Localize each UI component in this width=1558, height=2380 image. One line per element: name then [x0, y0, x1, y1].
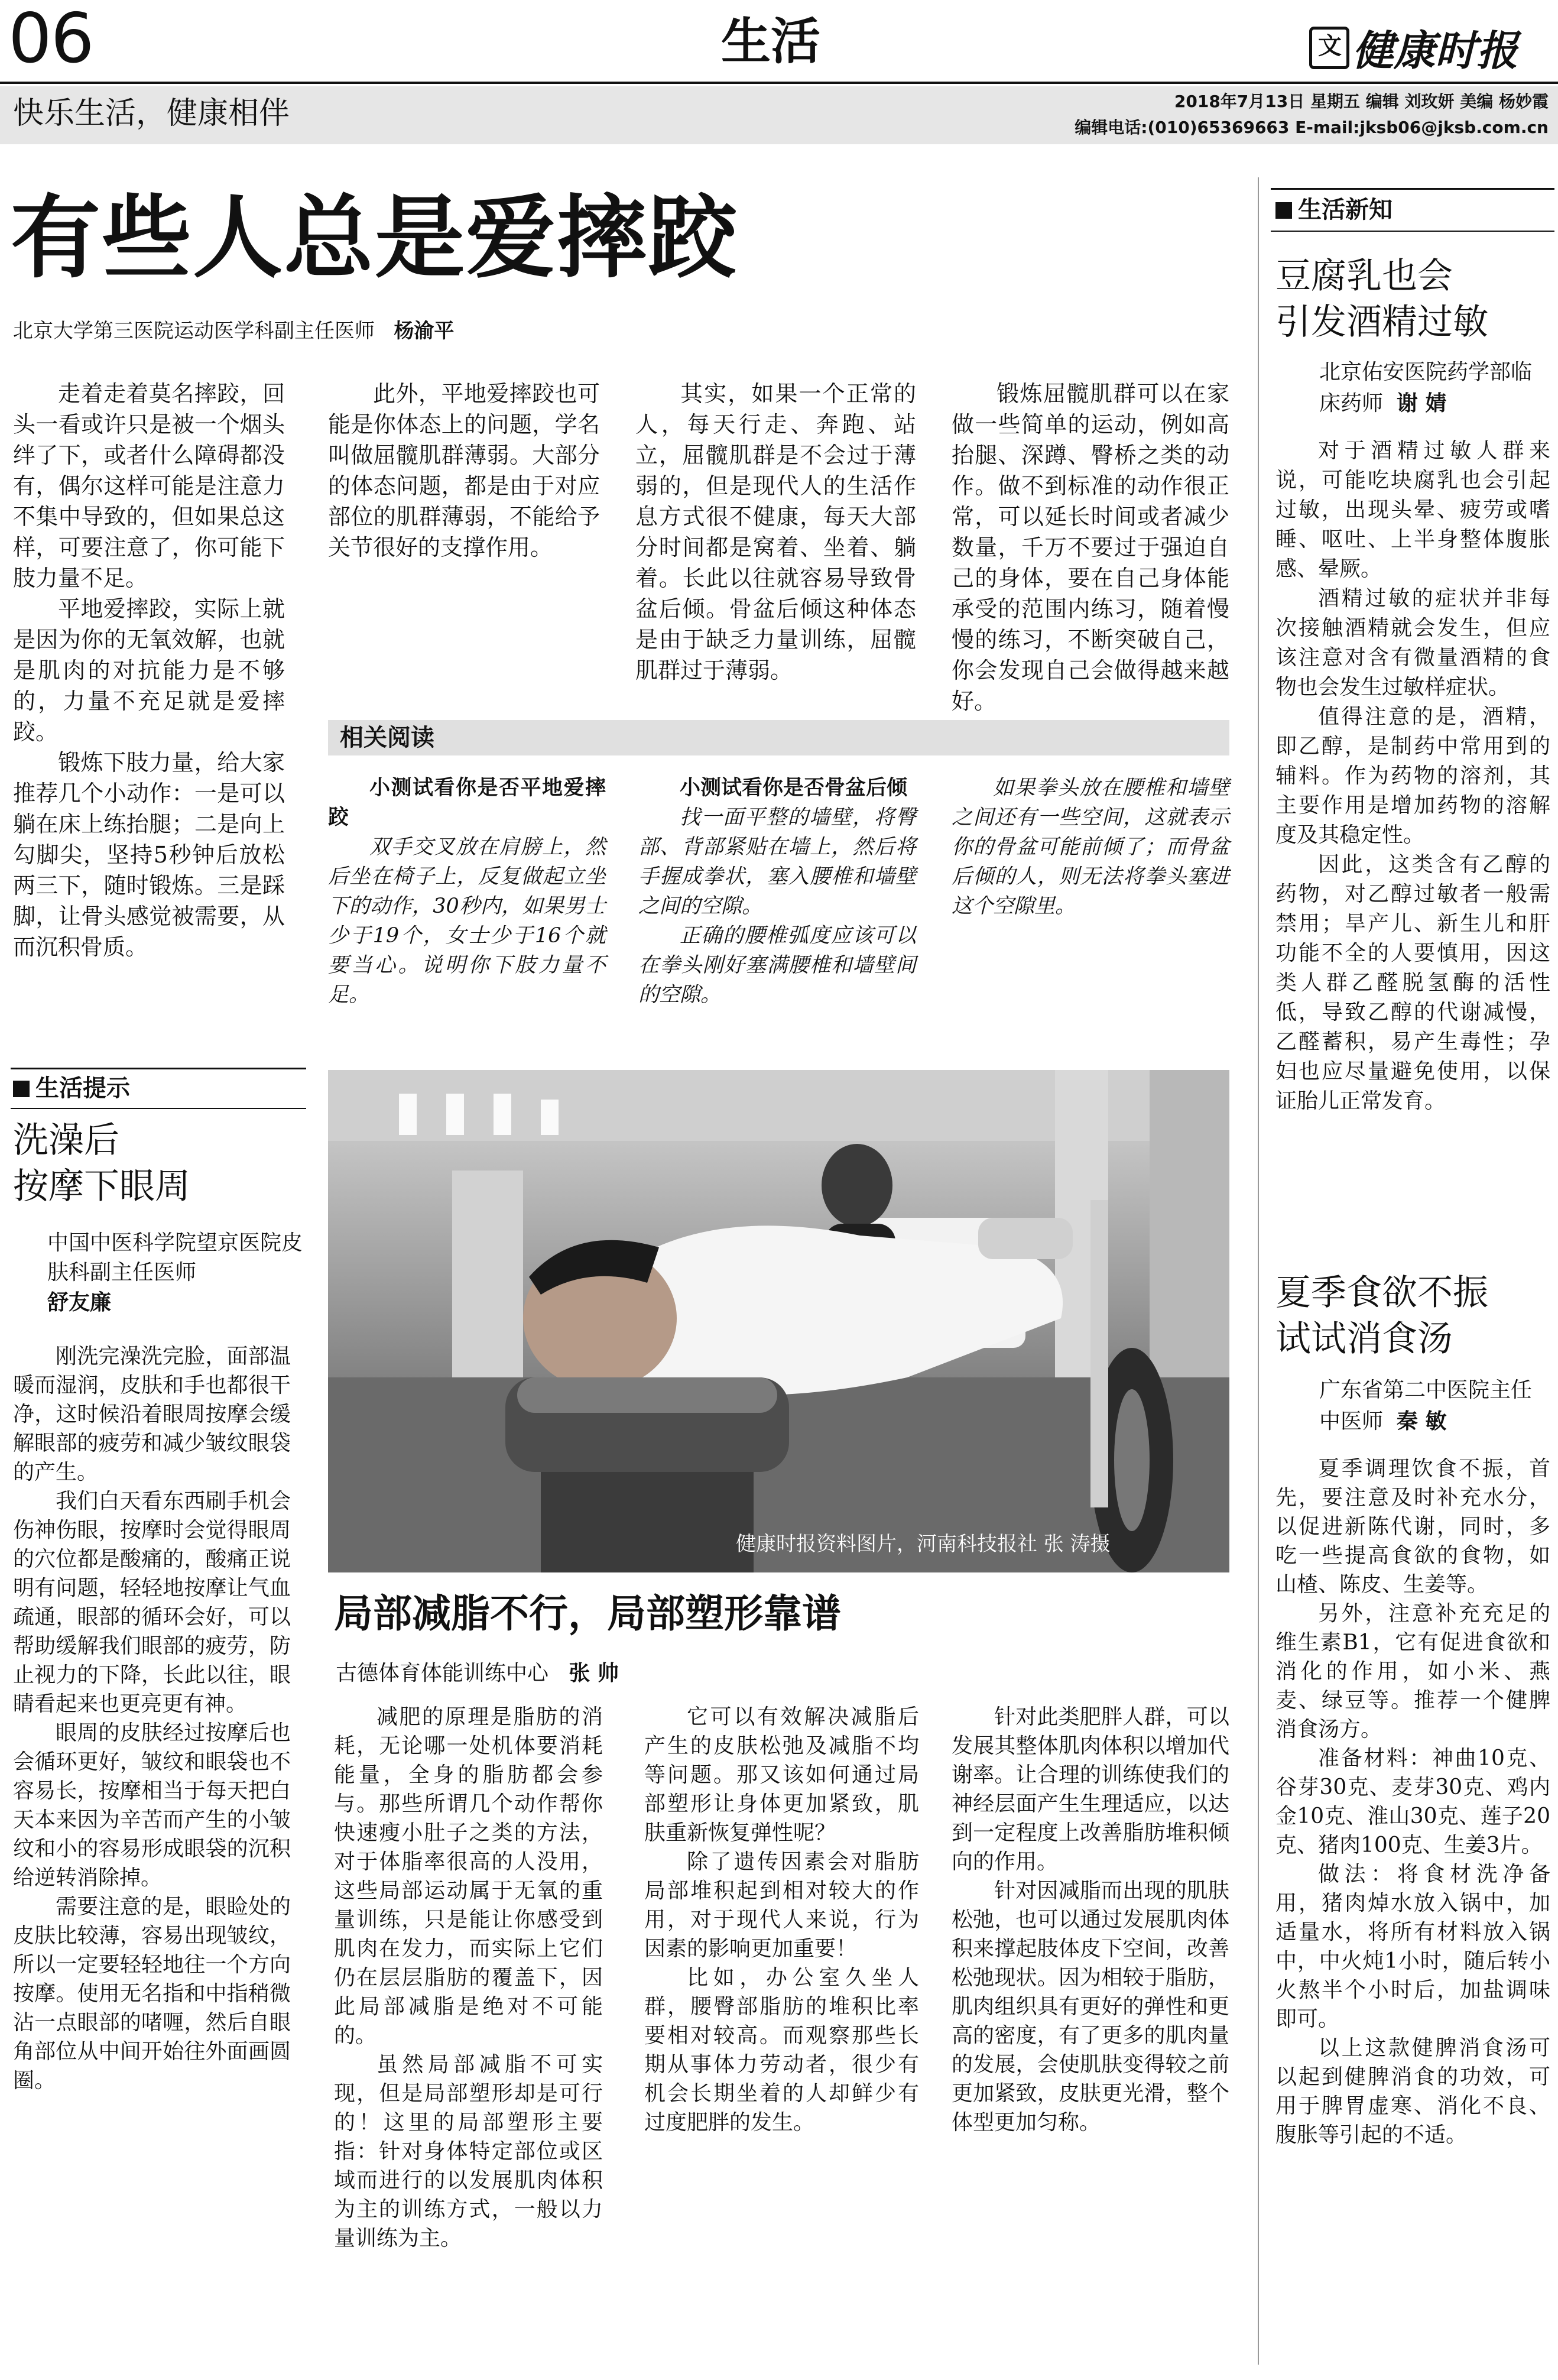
test-2-title: 小测试看你是否骨盆后倾 [680, 776, 908, 800]
news-section-label: 生活新知 [1275, 193, 1393, 227]
photo-caption: 健康时报资料图片，河南科技报社 张 涛摄 [736, 1532, 1111, 1556]
issue-info [1052, 89, 1549, 141]
main-article-col-3 [635, 378, 916, 686]
tips-top-rule [11, 1068, 306, 1069]
news-article-2-byline: 广东省第二中医院主任中医师 秦 敏 [1319, 1378, 1533, 1434]
news-article-2-title: 夏季食欲不振 试试消食汤 [1275, 1272, 1488, 1360]
tips-body [13, 1342, 291, 2095]
paragraph: 锻炼下肢力量，给大家推荐几个小动作：一是可以躺在床上练抬腿；二是向上勾脚尖，坚持5秒钟后放松两三下，随时锻炼。三是踩脚，让骨头感觉被需要，从而沉积骨质。 [13, 750, 285, 960]
paragraph: 做法：将食材洗净备用，猪肉焯水放入锅中，加适量水，将所有材料放入锅中，中火炖1小时，随后转小火熬半个小时后，加盐调味即可。 [1275, 1862, 1550, 2031]
paragraph: 另外，注意补充充足的维生素B1，它有促进食欲和消化的作用，如小米、燕麦、绿豆等。推荐一个健脾消食汤方。 [1275, 1601, 1550, 1742]
paragraph: 走着走着莫名摔跤，回头一看或许只是被一个烟头绊了下，或者什么障碍都没有，偶尔这样可能是注意力不集中导致的，但如果总这样，可要注意了，你可能下肢力量不足。 [13, 381, 285, 591]
tips-label-rule [11, 1108, 306, 1109]
news-article-1-title: 豆腐乳也会 引发酒精过敏 [1275, 255, 1488, 343]
main-article-col-4 [952, 378, 1229, 716]
related-test-1 [328, 773, 606, 1010]
gym-scene-image [328, 1070, 1229, 1572]
issue-date-editors: 2018年7月13日 星期五 编辑 刘玫妍 美编 杨妙霞 [1174, 92, 1549, 111]
paragraph: 需要注意的是，眼睑处的皮肤比较薄，容易出现皱纹，所以一定要轻轻地往一个方向按摩。使用无名指和中指稍微沾一点眼部的啫喱，然后自眼角部位从中间开始往外面画圆圈。 [13, 1895, 291, 2093]
related-test-2 [638, 773, 916, 1010]
paragraph: 刚洗完澡洗完脸，面部温暖而湿润，皮肤和手也都很干净，这时候沿着眼周按摩会缓解眼部的疲劳和减少皱纹眼袋的产生。 [13, 1344, 291, 1484]
paragraph: 针对此类肥胖人群，可以发展其整体肌肉体积以增加代谢率。让合理的训练使我们的神经层面产生生理适应，以达到一定程度上改善脂肪堆积倾向的作用。 [952, 1705, 1229, 1874]
paragraph: 我们白天看东西刷手机会伤神伤眼，按摩时会觉得眼周的穴位都是酸痛的，酸痛正说明有问题，轻轻地按摩让气血疏通，眼部的循环会好，可以帮助缓解我们眼部的疲劳，防止视力的下降，长此以往，眼睛看起来也更亮更有神。 [13, 1489, 291, 1716]
fat-article-byline: 古德体育体能训练中心 张 帅 [336, 1661, 619, 1685]
paragraph: 对于酒精过敏人群来说，可能吃块腐乳也会引起过敏，出现头晕、疲劳或嗜睡、呕吐、上半身整体腹胀感、晕厥。 [1275, 439, 1550, 581]
page-number: 06 [8, 0, 93, 79]
fat-article-title: 局部减脂不行，局部塑形靠谱 [334, 1591, 841, 1636]
fat-article-col-3 [952, 1703, 1229, 2137]
paragraph: 针对因减脂而出现的肌肤松弛，也可以通过发展肌肉体积来撑起肢体皮下空间，改善松弛现状。因为相较于脂肪，肌肉组织具有更好的弹性和更高的密度，有了更多的肌肉量的发展，会使肌肤变得较之前更加紧致，皮肤更光滑，整个体型更加匀称。 [952, 1879, 1229, 2135]
related-test-2-cont [952, 773, 1229, 921]
paragraph: 值得注意的是，酒精，即乙醇，是制药中常用到的辅料。作为药物的溶剂，其主要作用是增加药物的溶解度及其稳定性。 [1275, 705, 1550, 847]
tagline: 快乐生活，健康相伴 [13, 96, 290, 131]
logo-text: 健康时报 [1352, 27, 1518, 75]
paragraph: 准备材料：神曲10克、谷芽30克、麦芽30克、鸡内金10克、淮山30克、莲子20克、猪肉100克、生姜3片。 [1275, 1746, 1550, 1857]
paragraph: 以上这款健脾消食汤可以起到健脾消食的功效，可用于脾胃虚寒、消化不良、腹胀等引起的不适。 [1275, 2036, 1550, 2147]
tips-section-label: 生活提示 [13, 1071, 130, 1105]
paragraph: 眼周的皮肤经过按摩后也会循环更好，皱纹和眼袋也不容易长，按摩相当于每天把白天本来因为辛苦而产生的小皱纹和小的容易形成眼袋的沉积给逆转消除掉。 [13, 1721, 291, 1890]
paragraph: 此外，平地爱摔跤也可能是你体态上的问题，学名叫做屈髋肌群薄弱。大部分的体态问题，都是由于对应部位的肌群薄弱，不能给予关节很好的支撑作用。 [328, 381, 600, 560]
paragraph: 平地爱摔跤，实际上就是因为你的无氧效解，也就是肌肉的对抗能力是不够的，力量不充足就是爱摔跤。 [13, 596, 285, 745]
paragraph: 除了遗传因素会对脂肪局部堆积起到相对较大的作用，对于现代人来说，行为因素的影响更加重要！ [644, 1850, 919, 1961]
logo [1309, 18, 1518, 75]
gym-photo [328, 1070, 1229, 1572]
masthead-rule [0, 82, 1558, 84]
paragraph: 虽然局部减脂不可实现，但是局部塑形却是可行的！这里的局部塑形主要指：针对身体特定部位或区域而进行的以发展肌肉体积为主的训练方式，一般以力量训练为主。 [334, 2052, 603, 2251]
logo-icon: 文 [1309, 27, 1349, 69]
square-bullet-icon [1275, 202, 1292, 219]
square-bullet-icon [13, 1081, 30, 1097]
paragraph: 比如，办公室久坐人群，腰臀部脂肪的堆积比率要相对较高。而观察那些长期从事体力劳动者，很少有机会长期坐着的人却鲜少有过度肥胖的发生。 [644, 1966, 919, 2135]
paragraph: 锻炼屈髋肌群可以在家做一些简单的运动，例如高抬腿、深蹲、臀桥之类的动作。做不到标准的动作很正常，可以延长时间或者减少数量，千万不要过于强迫自己的身体，要在自己身体能承受的范围内练习，随着慢慢的练习，不断突破自己，你会发现自己会做得越来越好。 [952, 381, 1229, 714]
test-2-body: 如果拳头放在腰椎和墙壁之间还有一些空间，这就表示你的骨盆可能前倾了；而骨盆后倾的人，则无法将拳头塞进这个空隙里。 [952, 776, 1229, 918]
paragraph: 其实，如果一个正常的人，每天行走、奔跑、站立，屈髋肌群是不会过于薄弱的，但是现代人的生活作息方式很不健康，每天大部分时间都是窝着、坐着、躺着。长此以往就容易导致骨盆后倾。骨盆后倾这种体态是由于缺乏力量训练，屈髋肌群过于薄弱。 [635, 381, 916, 683]
main-article-title: 有些人总是爱摔跤 [11, 186, 739, 290]
news-label-rule [1271, 231, 1554, 232]
tips-byline: 中国中医科学院望京医院皮肤科副主任医师 舒友廉 [47, 1231, 303, 1315]
test-1-body: 双手交叉放在肩膀上，然后坐在椅子上，反复做起立坐下的动作，30秒内，如果男士少于19个，女士少于16个就要当心。说明你下肢力量不足。 [328, 835, 606, 1007]
paragraph: 因此，这类含有乙醇的药物，对乙醇过敏者一般需禁用；旱产儿、新生儿和肝功能不全的人要慎用，因这类人群乙醛脱氢酶的活性低，导致乙醇的代谢减慢，乙醛蓄积，易产生毒性；孕妇也应尽量避免使用，以保证胎儿正常发育。 [1275, 852, 1550, 1113]
related-reading-header: 相关阅读 [340, 724, 434, 751]
news-top-rule [1271, 188, 1554, 190]
fat-article-col-1 [334, 1703, 603, 2253]
paragraph: 夏季调理饮食不振，首先，要注意及时补充水分，以促进新陈代谢，同时，多吃一些提高食欲的食物，如山楂、陈皮、生姜等。 [1275, 1457, 1550, 1597]
news-article-2-body [1275, 1454, 1550, 2149]
paragraph: 它可以有效解决减脂后产生的皮肤松弛及减脂不均等问题。那又该如何通过局部塑形让身体更加紧致，肌肤重新恢复弹性呢？ [644, 1705, 919, 1845]
related-reading-header-bar [328, 720, 1229, 755]
news-article-1-body [1275, 436, 1550, 1116]
paragraph: 减肥的原理是脂肪的消耗，无论哪一处机体要消耗能量，全身的脂肪都会参与。那些所谓几个动作帮你快速瘦小肚子之类的方法，对于体脂率很高的人没用，这些局部运动属于无氧的重量训练，只是能让你感受到肌肉在发力，而实际上它们仍在层层脂肪的覆盖下，因此局部减脂是绝对不可能的。 [334, 1705, 603, 2048]
news-article-1-byline: 北京佑安医院药学部临床药师 谢 婧 [1319, 360, 1533, 416]
main-article-col-2 [328, 378, 600, 563]
test-2-body: 找一面平整的墙壁，将臀部、背部紧贴在墙上，然后将手握成拳状，塞入腰椎和墙壁之间的空隙。 [638, 806, 916, 918]
main-article-byline: 北京大学第三医院运动医学科副主任医师 杨渝平 [13, 319, 455, 343]
test-1-title: 小测试看你是否平地爱摔跤 [328, 776, 606, 829]
news-divider [1258, 177, 1259, 2365]
paragraph: 酒精过敏的症状并非每次接触酒精就会发生，但应该注意对含有微量酒精的食物也会发生过敏样症状。 [1275, 586, 1550, 699]
tips-title: 洗澡后 按摩下眼周 [13, 1120, 190, 1207]
editor-contact: 编辑电话:(010)65369663 E-mail:jksb06@jksb.com.cn [1075, 118, 1549, 137]
section-title: 生活 [721, 12, 821, 70]
test-2-body: 正确的腰椎弧度应该可以在拳头刚好塞满腰椎和墙壁间的空隙。 [638, 924, 916, 1007]
fat-article-col-2 [644, 1703, 919, 2137]
main-article-col-1 [13, 378, 285, 962]
